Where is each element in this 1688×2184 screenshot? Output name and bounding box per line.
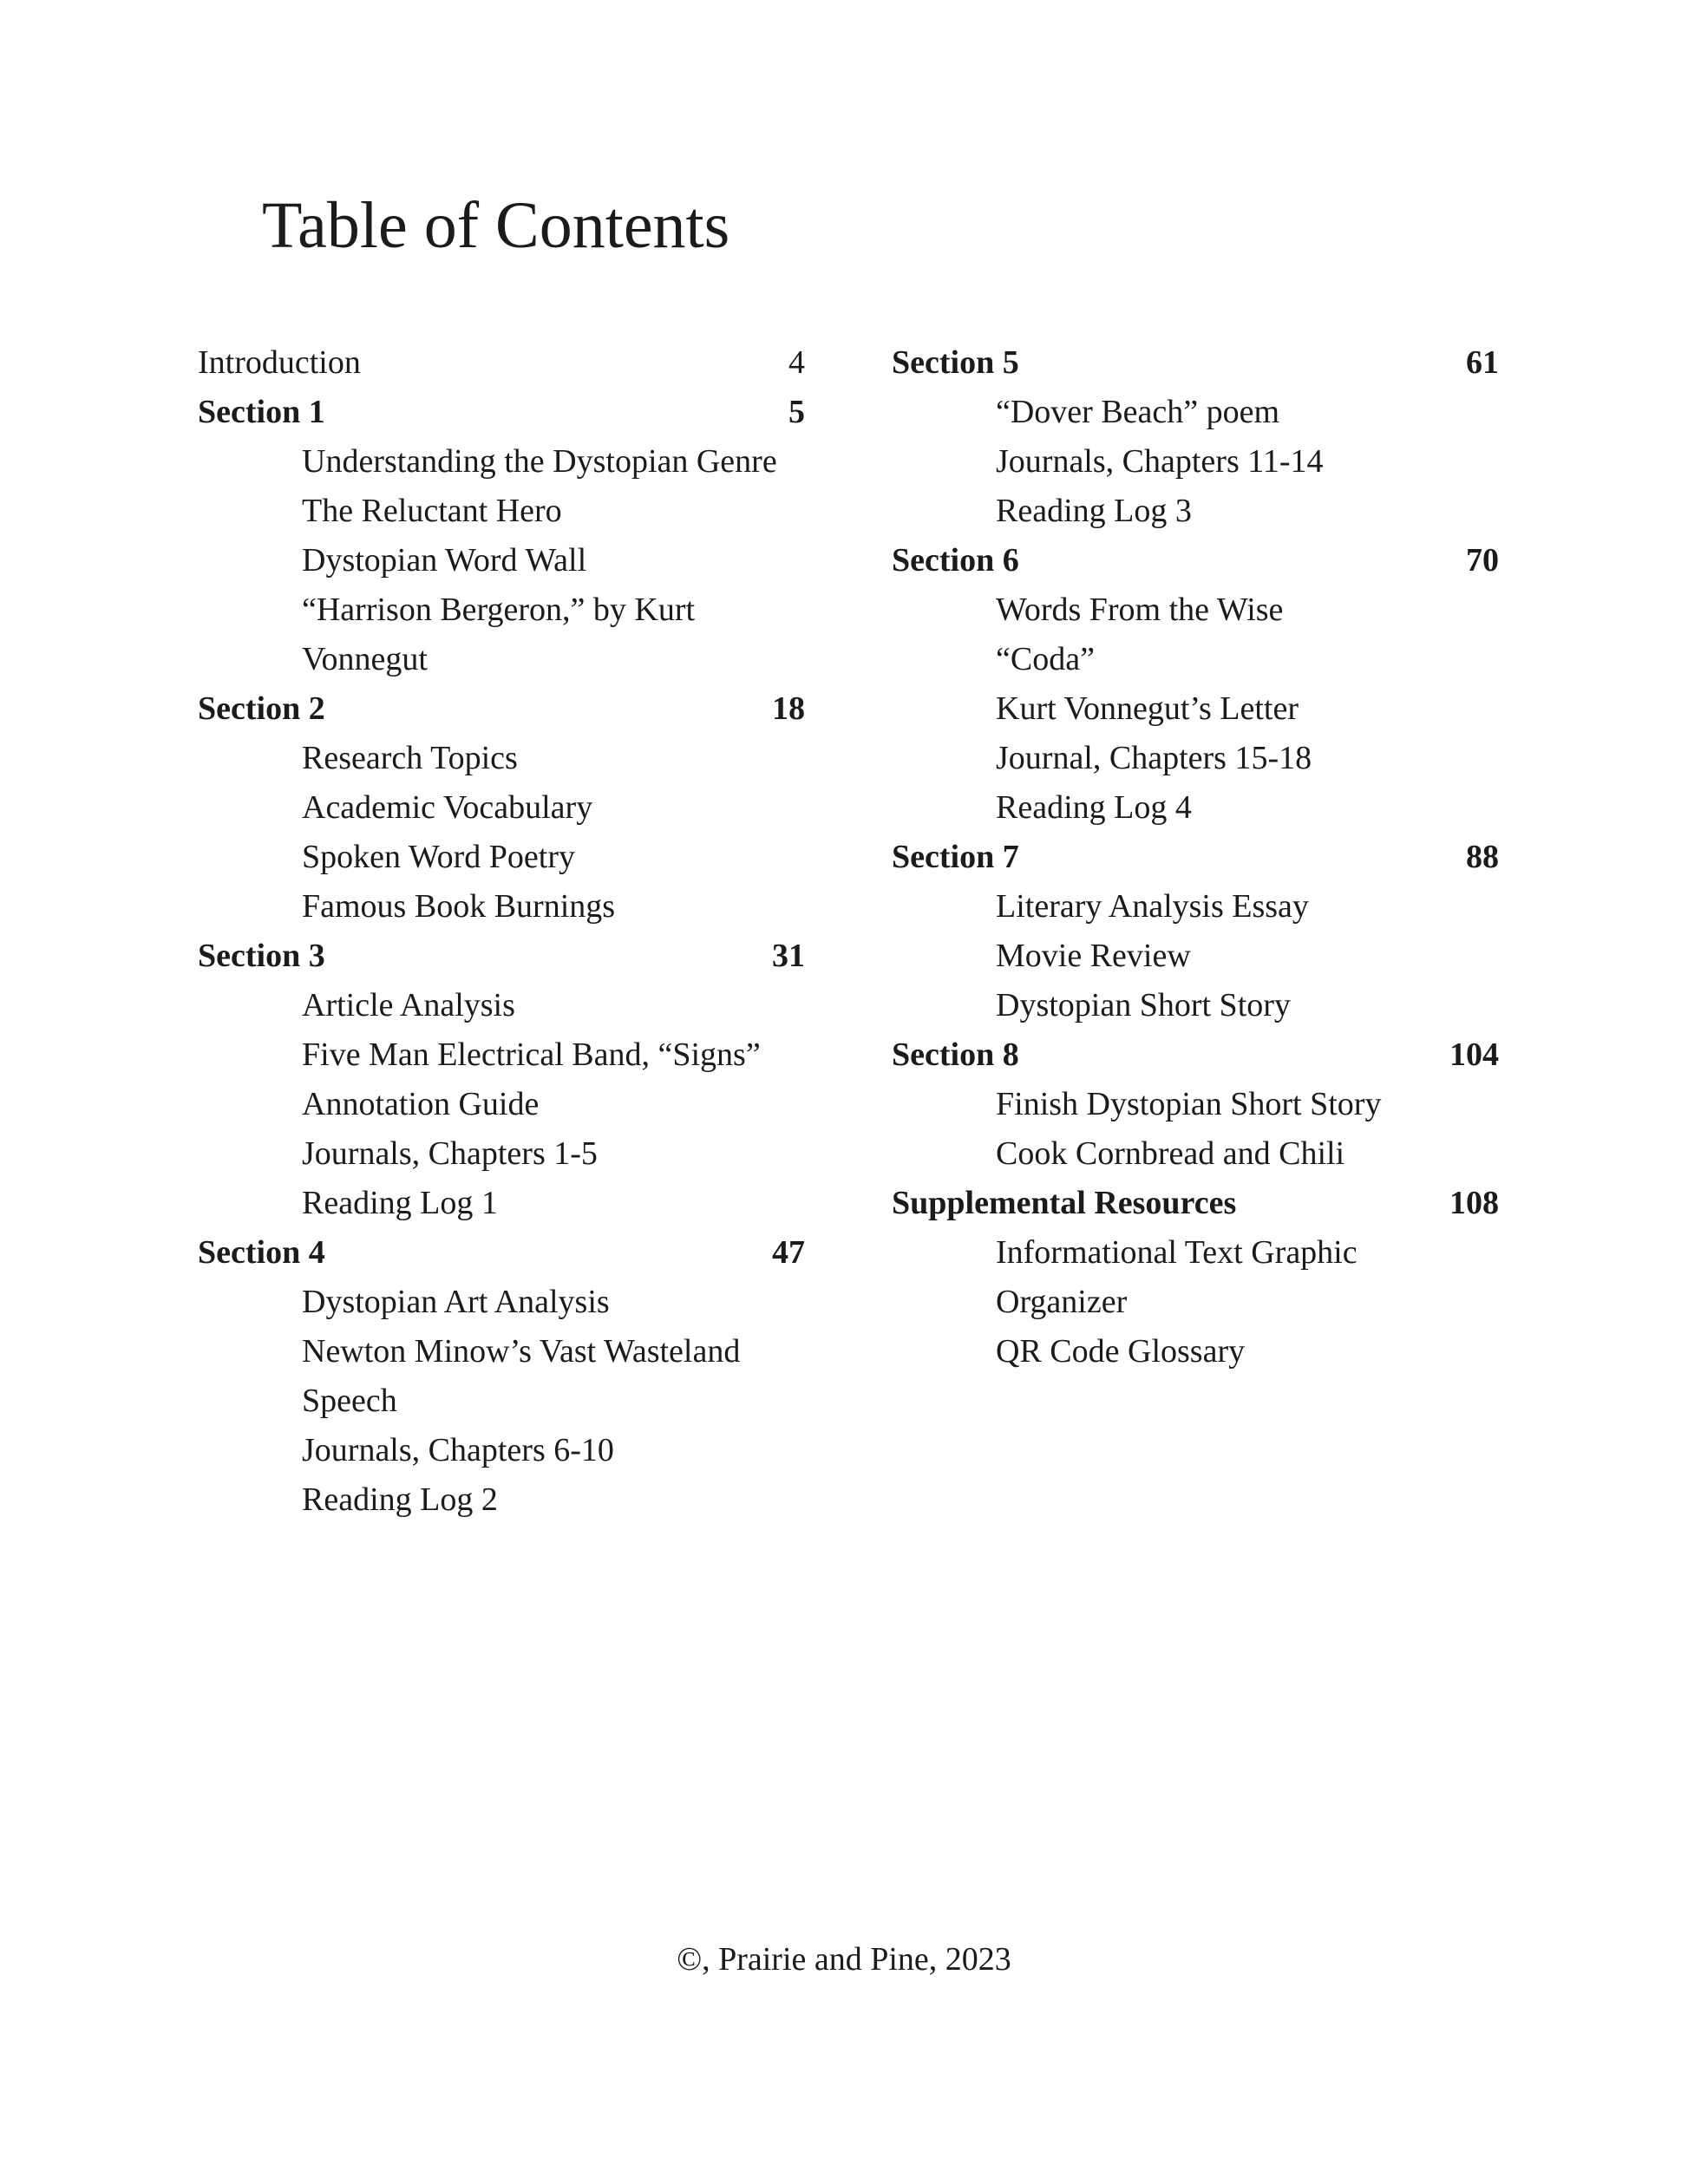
toc-sub-entry <box>198 1475 805 1525</box>
toc-entry-label: Kurt Vonnegut’s Letter <box>996 690 1299 727</box>
toc-entry-label: Annotation Guide <box>302 1086 540 1122</box>
footer-copyright: ©, Prairie and Pine, 2023 <box>677 1941 1011 1978</box>
toc-entry-label: “Dover Beach” poem <box>996 394 1280 430</box>
toc-entry-label: Informational Text Graphic Organizer <box>996 1234 1358 1320</box>
toc-sub-entry <box>892 932 1499 981</box>
toc-sub-entry <box>892 734 1499 783</box>
toc-sub-entry <box>892 684 1499 734</box>
toc-entry-label: Section 2 <box>198 690 325 727</box>
toc-entry-label: The Reluctant Hero <box>302 493 562 529</box>
toc-entry-label: “Harrison Bergeron,” by Kurt Vonnegut <box>302 592 696 677</box>
toc-sub-entry <box>892 1228 1499 1327</box>
toc-entry-label: “Coda” <box>996 641 1095 677</box>
toc-entry-label: Research Topics <box>302 740 518 776</box>
toc-sub-entry <box>892 437 1499 487</box>
toc-page-number: 104 <box>1449 1036 1499 1073</box>
toc-section-entry <box>892 833 1499 882</box>
toc-sub-entry <box>892 487 1499 536</box>
toc-entry-label: Reading Log 2 <box>302 1481 498 1518</box>
toc-entry-label: Famous Book Burnings <box>302 888 616 925</box>
toc-entry-label: Reading Log 1 <box>302 1185 498 1221</box>
toc-section-entry <box>892 1030 1499 1080</box>
toc-sub-entry <box>892 585 1499 635</box>
toc-entry-label: Introduction <box>198 344 361 381</box>
toc-entry-label: Literary Analysis Essay <box>996 888 1309 925</box>
toc-page-number: 47 <box>772 1234 805 1271</box>
toc-section-entry <box>198 932 805 981</box>
page-title: Table of Contents <box>262 189 730 262</box>
toc-columns <box>198 338 1499 1525</box>
toc-entry-label: Supplemental Resources <box>892 1185 1237 1221</box>
toc-entry-label: Movie Review <box>996 938 1191 974</box>
toc-section-entry <box>198 684 805 734</box>
toc-sub-entry <box>892 388 1499 437</box>
toc-entry-label: Reading Log 4 <box>996 789 1192 826</box>
toc-sub-entry <box>892 635 1499 684</box>
toc-page-number: 4 <box>788 344 805 381</box>
toc-entry-label: Spoken Word Poetry <box>302 839 576 875</box>
toc-entry-label: Journal, Chapters 15-18 <box>996 740 1312 776</box>
toc-entry-label: Journals, Chapters 11-14 <box>996 443 1324 480</box>
toc-entry-label: Section 8 <box>892 1036 1019 1073</box>
toc-column-left <box>198 338 805 1525</box>
toc-entry-label: Newton Minow’s Vast Wasteland Speech <box>302 1333 741 1419</box>
toc-section-entry <box>892 1179 1499 1228</box>
toc-entry-label: Dystopian Word Wall <box>302 542 587 579</box>
toc-entry-label: Journals, Chapters 1-5 <box>302 1135 598 1172</box>
toc-sub-entry <box>198 734 805 783</box>
toc-entry-label: Section 3 <box>198 938 325 974</box>
toc-sub-entry <box>892 1080 1499 1129</box>
toc-entry <box>198 338 805 388</box>
toc-sub-entry <box>892 1327 1499 1376</box>
toc-entry-label: Section 5 <box>892 344 1019 381</box>
toc-entry-label: Academic Vocabulary <box>302 789 593 826</box>
toc-sub-entry <box>892 1129 1499 1179</box>
toc-sub-entry <box>892 783 1499 833</box>
toc-page-number: 108 <box>1449 1185 1499 1221</box>
toc-page-number: 18 <box>772 690 805 727</box>
toc-entry-label: Cook Cornbread and Chili <box>996 1135 1345 1172</box>
toc-sub-entry <box>198 833 805 882</box>
toc-entry-label: Dystopian Short Story <box>996 987 1291 1023</box>
toc-sub-entry <box>198 437 805 487</box>
toc-sub-entry <box>198 1426 805 1475</box>
toc-entry-label: Understanding the Dystopian Genre <box>302 443 777 480</box>
toc-page-number: 88 <box>1466 839 1499 875</box>
toc-sub-entry <box>198 585 805 684</box>
toc-sub-entry <box>198 1278 805 1327</box>
toc-entry-label: Section 7 <box>892 839 1019 875</box>
toc-sub-entry <box>198 1179 805 1228</box>
toc-sub-entry <box>892 981 1499 1030</box>
toc-sub-entry <box>198 783 805 833</box>
toc-section-entry <box>198 1228 805 1278</box>
toc-entry-label: Finish Dystopian Short Story <box>996 1086 1382 1122</box>
toc-sub-entry <box>198 1080 805 1129</box>
toc-page-number: 61 <box>1466 344 1499 381</box>
toc-entry-label: Section 1 <box>198 394 325 430</box>
toc-sub-entry <box>198 1327 805 1426</box>
toc-sub-entry <box>198 1129 805 1179</box>
toc-entry-label: Dystopian Art Analysis <box>302 1284 610 1320</box>
toc-sub-entry <box>198 882 805 932</box>
toc-page-number: 70 <box>1466 542 1499 579</box>
toc-entry-label: Section 6 <box>892 542 1019 579</box>
toc-entry-label: Section 4 <box>198 1234 325 1271</box>
toc-sub-entry <box>198 487 805 536</box>
toc-entry-label: Reading Log 3 <box>996 493 1192 529</box>
toc-column-right <box>892 338 1499 1525</box>
toc-sub-entry <box>198 1030 805 1080</box>
toc-entry-label: Five Man Electrical Band, “Signs” <box>302 1036 761 1073</box>
toc-page-number: 5 <box>788 394 805 430</box>
toc-sub-entry <box>198 536 805 585</box>
toc-entry-label: Journals, Chapters 6-10 <box>302 1432 614 1468</box>
toc-page-number: 31 <box>772 938 805 974</box>
toc-section-entry <box>892 338 1499 388</box>
toc-entry-label: Article Analysis <box>302 987 515 1023</box>
toc-section-entry <box>198 388 805 437</box>
toc-entry-label: Words From the Wise <box>996 592 1284 628</box>
toc-entry-label: QR Code Glossary <box>996 1333 1246 1370</box>
toc-sub-entry <box>892 882 1499 932</box>
toc-section-entry <box>892 536 1499 585</box>
toc-sub-entry <box>198 981 805 1030</box>
